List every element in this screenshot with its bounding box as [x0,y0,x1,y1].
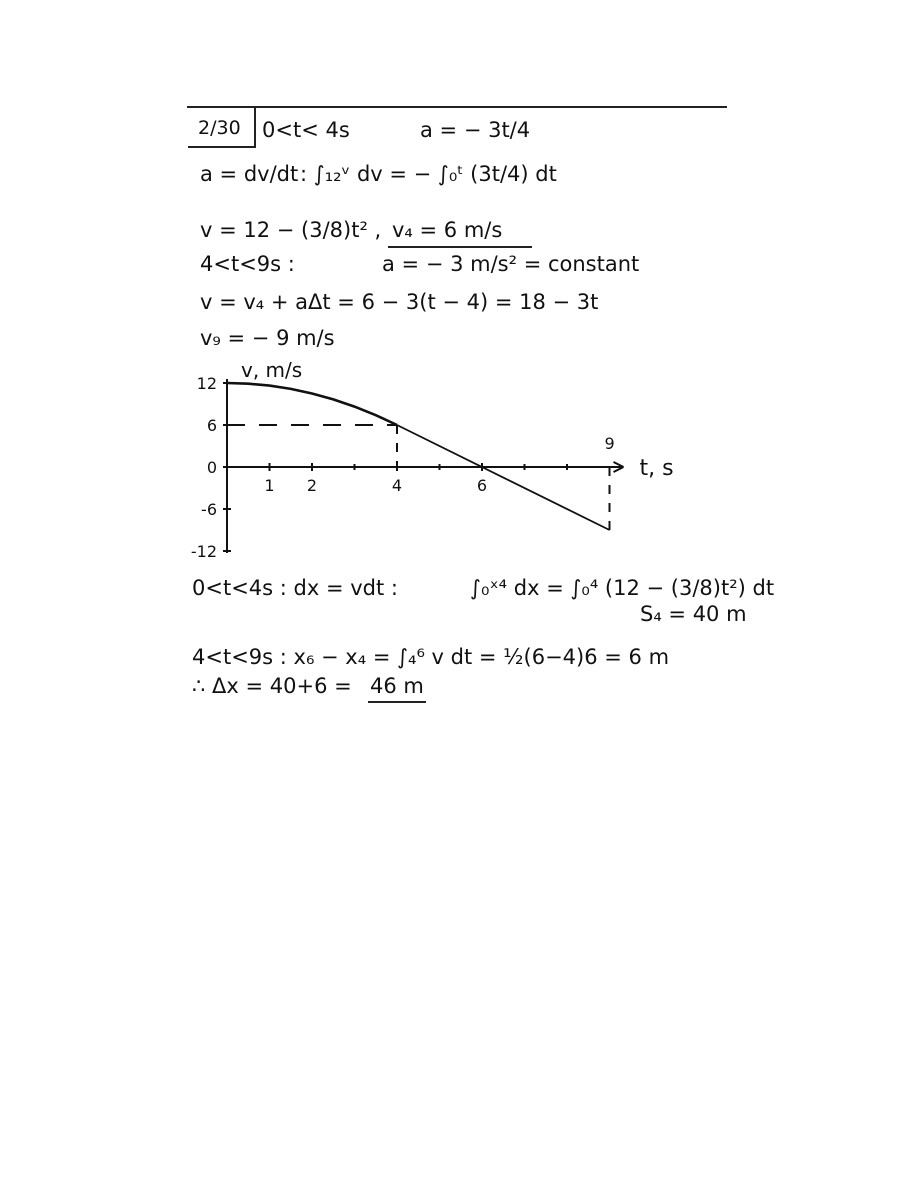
velocity-expression: v = 12 − (3/8)t² , [200,218,382,242]
x-tick-label-9: 9 [604,434,615,453]
series-line-0 [227,383,397,425]
final-result: 46 m [370,674,424,698]
graph-axes [227,379,624,553]
graph-guides [227,425,610,530]
case1-accel: a = − 3t/4 [420,118,531,142]
final-prefix: ∴ Δx = 40+6 = [192,674,352,698]
velocity-integral: : ∫₁₂ᵛ dv = − ∫₀ᵗ (3t/4) dt [300,162,557,186]
case1-interval: 0<t< 4s [262,118,350,142]
x-tick-label-3: 6 [476,476,488,495]
x-tick-label-0: 1 [264,476,275,495]
dx-line-left: 0<t<4s : dx = vdt : [192,576,398,600]
velocity-expression-2: v = v₄ + aΔt = 6 − 3(t − 4) = 18 − 3t [200,290,599,314]
v9-result: v₉ = − 9 m/s [200,326,335,350]
v4-result: v₄ = 6 m/s [392,218,503,242]
accel-definition: a = dv/dt [200,162,299,186]
series-line-1 [397,425,610,530]
dx-integral: ∫₀ˣ⁴ dx = ∫₀⁴ (12 − (3/8)t²) dt [470,576,775,600]
case2-accel: a = − 3 m/s² = constant [382,252,640,276]
x-tick-label-1: 2 [306,476,318,495]
x-tick-label-2: 4 [391,476,403,495]
y-tick-label-1: 6 [206,416,217,435]
x-axis-label: t, s [639,456,674,481]
graph-curves [227,383,610,530]
y-axis-label: v, m/s [241,358,303,382]
y-tick-label-2: 0 [206,458,217,477]
displacement-line: 4<t<9s : x₆ − x₄ = ∫₄⁶ v dt = ½(6−4)6 = 6 m [192,645,670,669]
y-tick-label-4: -12 [190,542,217,561]
problem-number: 2/30 [198,117,241,139]
y-tick-label-0: 12 [196,374,217,393]
final-underline [368,701,426,703]
case2-interval: 4<t<9s : [200,252,295,276]
s4-result: S₄ = 40 m [640,602,747,626]
y-tick-label-3: -6 [201,500,217,519]
